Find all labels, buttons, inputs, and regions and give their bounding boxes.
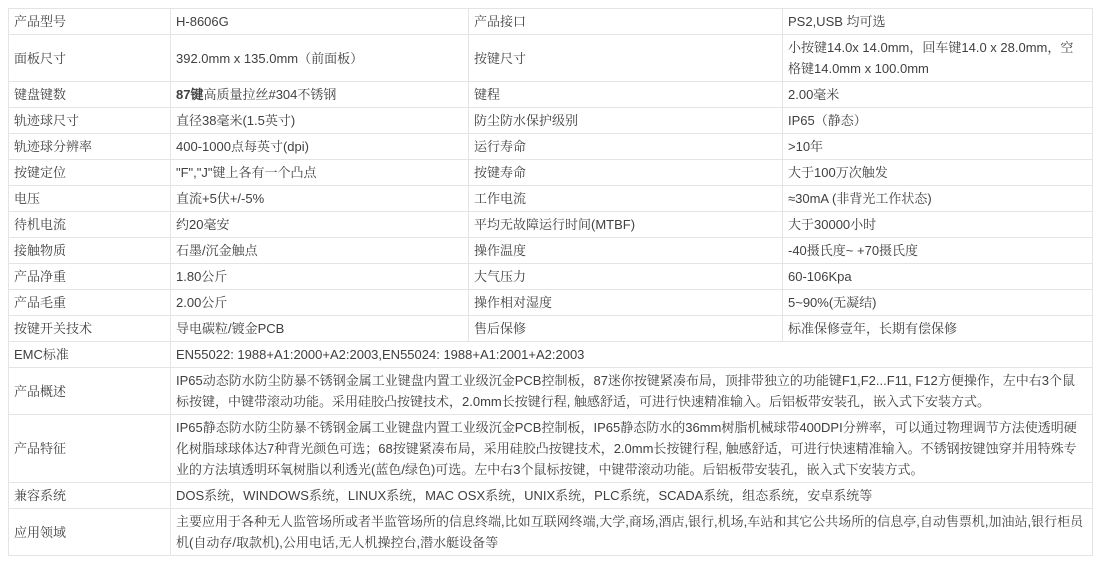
spec-label-compatible-systems: 兼容系统 [9, 483, 171, 509]
spec-value-standby-current: 约20毫安 [171, 212, 469, 238]
spec-label-air-pressure: 大气压力 [469, 264, 783, 290]
table-row [9, 342, 1093, 368]
spec-value-key-count-bold: 87键 [176, 87, 204, 102]
spec-value-application-fields: 主要应用于各种无人监管场所或者半监管场所的信息终端,比如互联网终端,大学,商场,酒店,银行,机场,车站和其它公共场所的信息亭,自动售票机,加油站,银行柜员机(自动存/取款机),公用电话,无人机操控台,潜水艇设备等 [171, 509, 1093, 556]
spec-label-key-positioning: 按键定位 [9, 160, 171, 186]
spec-value-trackball-size: 直径38毫米(1.5英寸) [171, 108, 469, 134]
spec-value-trackball-dpi: 400-1000点每英寸(dpi) [171, 134, 469, 160]
spec-value-gross-weight: 2.00公斤 [171, 290, 469, 316]
table-row [9, 509, 1093, 556]
spec-value-switch-technology: 导电碳粒/镀金PCB [171, 316, 469, 342]
spec-value-product-interface: PS2,USB 均可选 [783, 9, 1093, 35]
spec-label-mtbf: 平均无故障运行时间(MTBF) [469, 212, 783, 238]
table-row [9, 186, 1093, 212]
table-row [9, 264, 1093, 290]
spec-value-product-model: H-8606G [171, 9, 469, 35]
table-row [9, 483, 1093, 509]
spec-label-product-overview: 产品概述 [9, 368, 171, 415]
spec-value-operating-temperature: -40摄氏度~ +70摄氏度 [783, 238, 1093, 264]
spec-label-key-travel: 键程 [469, 82, 783, 108]
spec-label-emc-standard: EMC标准 [9, 342, 171, 368]
spec-label-working-current: 工作电流 [469, 186, 783, 212]
spec-label-trackball-dpi: 轨迹球分辨率 [9, 134, 171, 160]
spec-value-ip-rating: IP65（静态） [783, 108, 1093, 134]
spec-value-key-size: 小按键14.0x 14.0mm，回车键14.0 x 28.0mm，空格键14.0mm x 100.0mm [783, 35, 1093, 82]
spec-label-product-features: 产品特征 [9, 415, 171, 483]
spec-value-compatible-systems: DOS系统，WINDOWS系统，LINUX系统，MAC OSX系统，UNIX系统，PLC系统，SCADA系统，组态系统，安卓系统等 [171, 483, 1093, 509]
spec-value-net-weight: 1.80公斤 [171, 264, 469, 290]
table-row [9, 82, 1093, 108]
spec-value-working-current: ≈30mA (非背光工作状态) [783, 186, 1093, 212]
spec-label-warranty: 售后保修 [469, 316, 783, 342]
spec-label-ip-rating: 防尘防水保护级别 [469, 108, 783, 134]
spec-label-relative-humidity: 操作相对湿度 [469, 290, 783, 316]
spec-label-operating-temperature: 操作温度 [469, 238, 783, 264]
table-row [9, 238, 1093, 264]
spec-value-contact-material: 石墨/沉金触点 [171, 238, 469, 264]
table-row [9, 160, 1093, 186]
table-row [9, 9, 1093, 35]
spec-label-gross-weight: 产品毛重 [9, 290, 171, 316]
spec-value-panel-size: 392.0mm x 135.0mm（前面板） [171, 35, 469, 82]
table-row [9, 368, 1093, 415]
spec-label-trackball-size: 轨迹球尺寸 [9, 108, 171, 134]
spec-label-net-weight: 产品净重 [9, 264, 171, 290]
table-row [9, 108, 1093, 134]
spec-label-key-size: 按键尺寸 [469, 35, 783, 82]
table-row [9, 415, 1093, 483]
spec-value-service-life: >10年 [783, 134, 1093, 160]
spec-value-mtbf: 大于30000小时 [783, 212, 1093, 238]
spec-label-standby-current: 待机电流 [9, 212, 171, 238]
spec-value-key-lifespan: 大于100万次触发 [783, 160, 1093, 186]
spec-label-key-count: 键盘键数 [9, 82, 171, 108]
table-row [9, 212, 1093, 238]
product-spec-table [8, 8, 1093, 556]
table-row [9, 290, 1093, 316]
spec-value-key-count [171, 82, 469, 108]
spec-label-service-life: 运行寿命 [469, 134, 783, 160]
spec-value-key-positioning: "F","J"键上各有一个凸点 [171, 160, 469, 186]
spec-label-contact-material: 接触物质 [9, 238, 171, 264]
spec-value-relative-humidity: 5~90%(无凝结) [783, 290, 1093, 316]
table-row [9, 316, 1093, 342]
spec-label-key-lifespan: 按键寿命 [469, 160, 783, 186]
spec-value-voltage: 直流+5伏+/-5% [171, 186, 469, 212]
table-row [9, 134, 1093, 160]
spec-label-product-model: 产品型号 [9, 9, 171, 35]
spec-value-air-pressure: 60-106Kpa [783, 264, 1093, 290]
spec-value-warranty: 标准保修壹年，长期有偿保修 [783, 316, 1093, 342]
spec-label-application-fields: 应用领域 [9, 509, 171, 556]
table-row [9, 35, 1093, 82]
spec-value-emc-standard: EN55022: 1988+A1:2000+A2:2003,EN55024: 1988+A1:2001+A2:2003 [171, 342, 1093, 368]
spec-value-key-travel: 2.00毫米 [783, 82, 1093, 108]
spec-label-voltage: 电压 [9, 186, 171, 212]
spec-value-product-overview: IP65动态防水防尘防暴不锈钢金属工业键盘内置工业级沉金PCB控制板，87迷你按键紧凑布局，顶排带独立的功能键F1,F2...F11, F12方便操作，左中右3个鼠标按键，中键带滚动功能。采用硅胶凸按键技术，2.0mm长按键行程, 触感舒适，可进行快速精准输入。后铝板带安装孔，嵌入式下安装方式。 [171, 368, 1093, 415]
spec-value-product-features: IP65静态防水防尘防暴不锈钢金属工业键盘内置工业级沉金PCB控制板，IP65静态防水的36mm树脂机械球带400DPI分辨率，可以通过物理调节方法使透明硬化树脂球球体达7种背光颜色可选；68按键紧凑布局，采用硅胶凸按键技术，2.0mm长按键行程, 触感舒适，可进行快速精准输入。不锈钢按键蚀穿并用特殊专业的方法填透明环氧树脂以利透光(蓝色/绿色)可选。左中右3个鼠标按键，中键带滚动功能。后铝板带安装孔，嵌入式下安装方式。 [171, 415, 1093, 483]
spec-value-key-count-rest: 高质量拉丝#304不锈钢 [203, 87, 337, 102]
spec-label-switch-technology: 按键开关技术 [9, 316, 171, 342]
spec-label-product-interface: 产品接口 [469, 9, 783, 35]
spec-label-panel-size: 面板尺寸 [9, 35, 171, 82]
